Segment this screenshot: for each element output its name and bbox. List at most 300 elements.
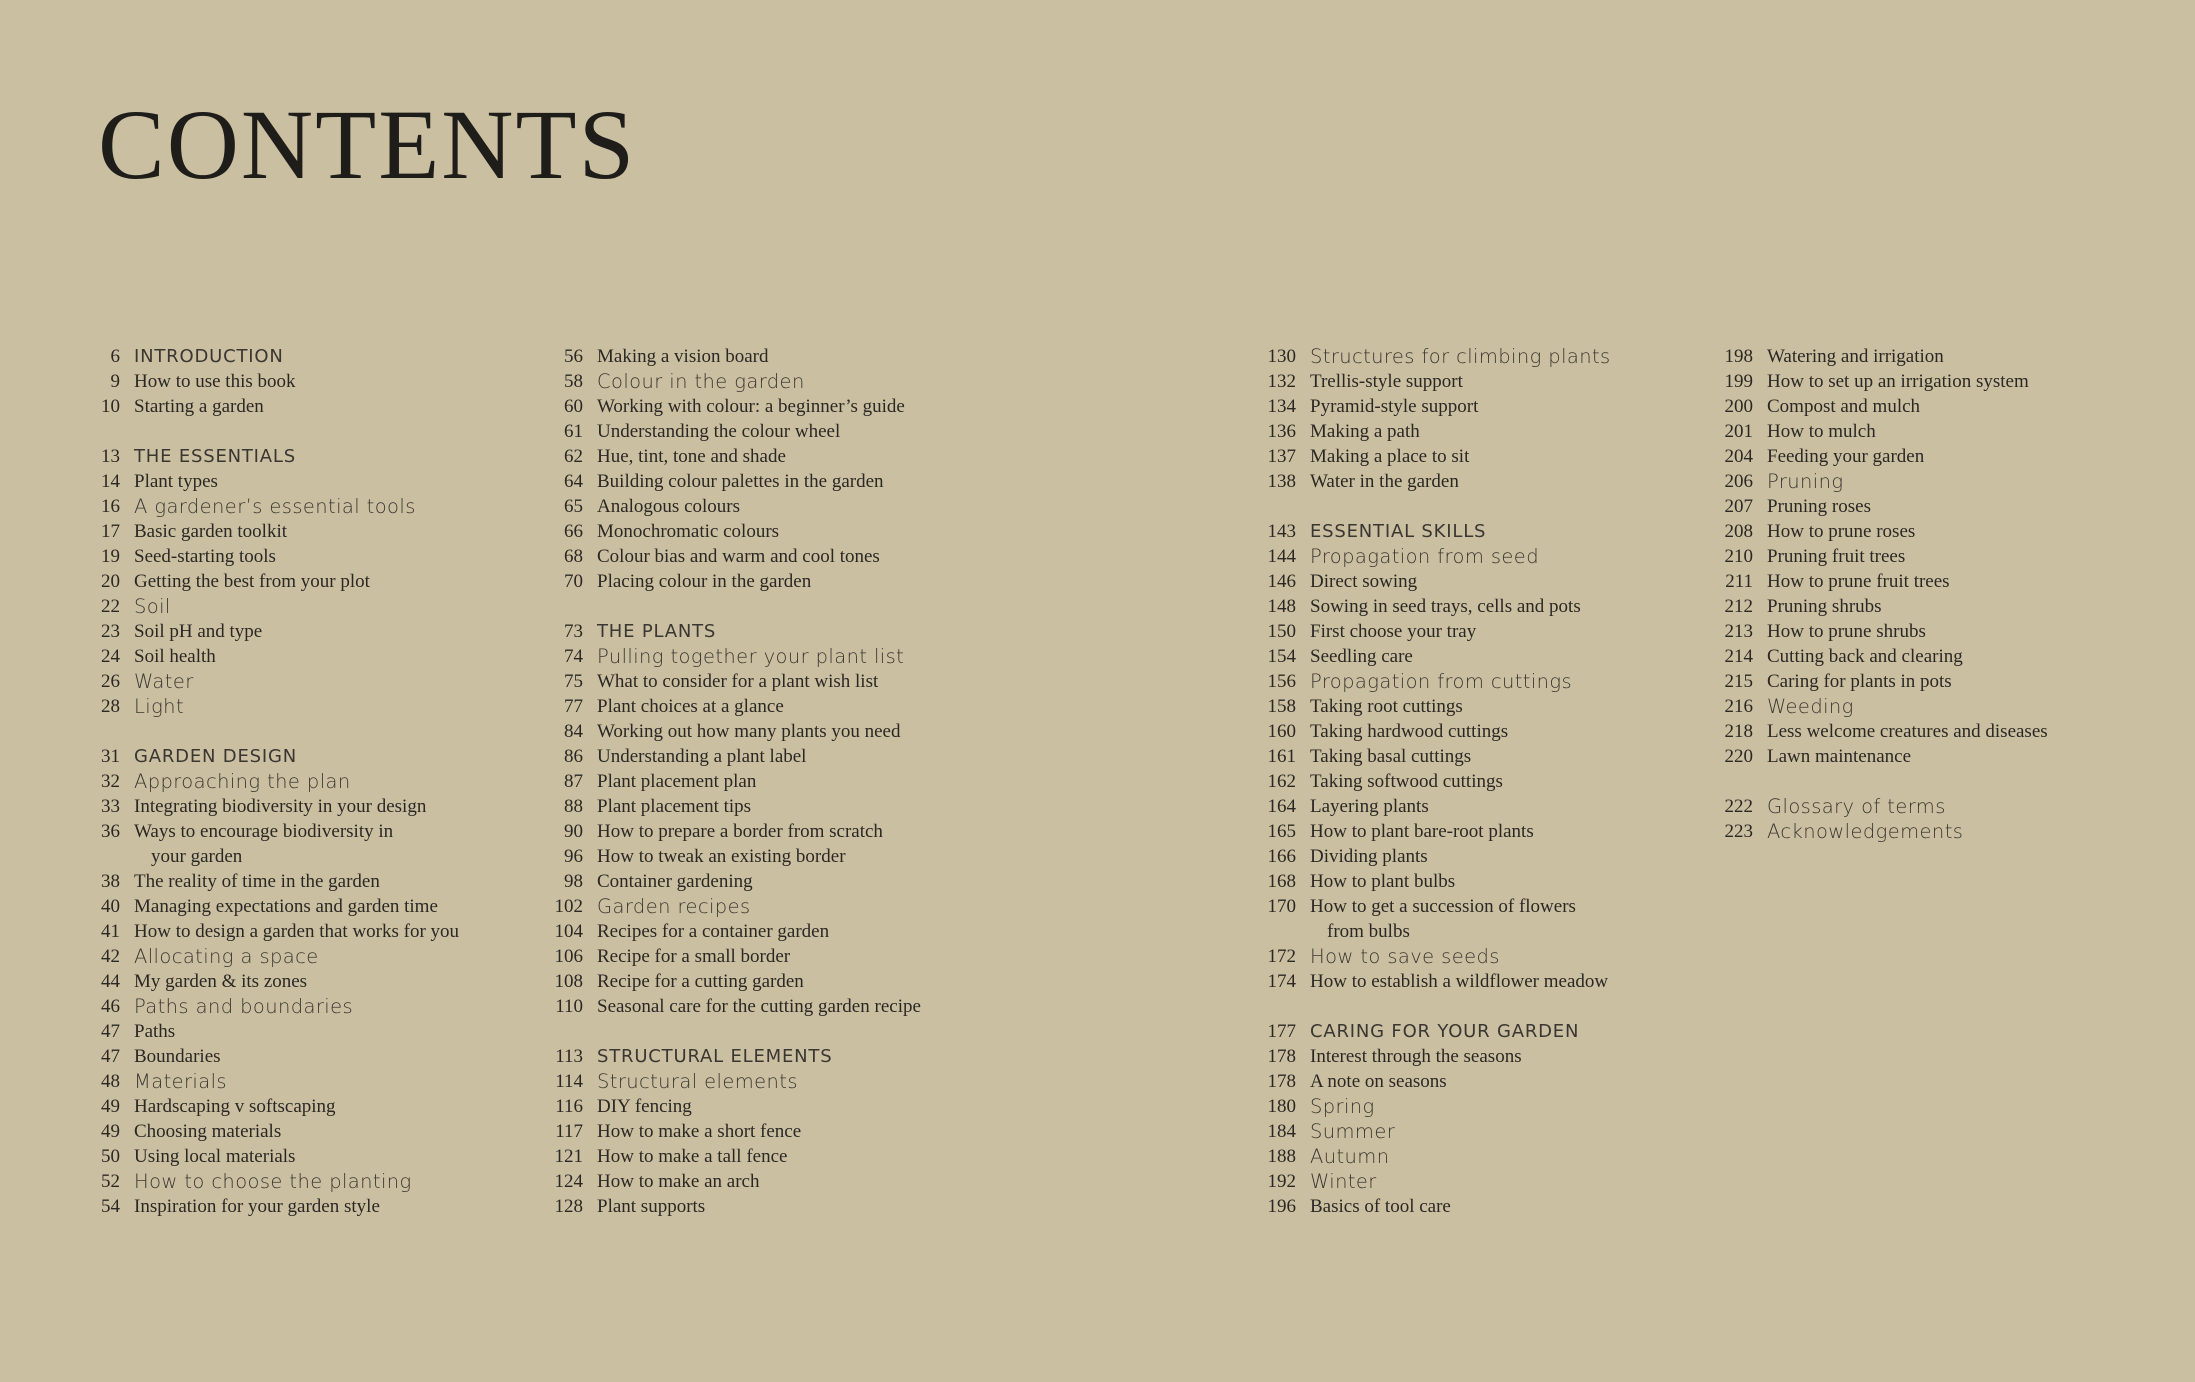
toc-entry <box>1260 1044 1611 1069</box>
page-number: 222 <box>1724 796 1753 817</box>
toc-entry <box>547 1119 921 1144</box>
toc-entry <box>547 369 921 394</box>
entry-title: Recipes for a container garden <box>597 921 830 942</box>
entry-title: Building colour palettes in the garden <box>597 471 884 492</box>
toc-entry <box>92 919 459 944</box>
toc-entry <box>1260 594 1611 619</box>
toc-entry <box>547 744 921 769</box>
page-number: 13 <box>101 446 120 467</box>
page-number: 207 <box>1724 496 1753 517</box>
page-number: 200 <box>1724 396 1753 417</box>
entry-title: Pruning <box>1767 470 1844 493</box>
toc-entry <box>1260 794 1611 819</box>
page-number: 201 <box>1724 421 1753 442</box>
toc-entry <box>547 819 921 844</box>
entry-title: My garden & its zones <box>134 971 308 992</box>
page-number: 192 <box>1267 1171 1296 1192</box>
toc-entry <box>1260 669 1611 694</box>
toc-entry <box>1717 344 2048 369</box>
toc-entry <box>92 1094 459 1119</box>
toc-entry <box>547 694 921 719</box>
entry-title: How to establish a wildflower meadow <box>1310 971 1609 992</box>
entry-title: STRUCTURAL ELEMENTS <box>597 1046 833 1067</box>
toc-entry <box>92 794 459 819</box>
page-number: 62 <box>564 446 583 467</box>
toc-entry <box>1717 819 2048 844</box>
page-number: 54 <box>101 1196 120 1217</box>
page-number: 41 <box>101 921 120 942</box>
page-number: 44 <box>101 971 120 992</box>
entry-title: Seedling care <box>1310 646 1413 667</box>
toc-entry <box>547 769 921 794</box>
entry-title: A note on seasons <box>1310 1071 1447 1092</box>
page-number: 180 <box>1267 1096 1296 1117</box>
toc-entry <box>92 894 459 919</box>
page-number: 138 <box>1267 471 1296 492</box>
entry-title: How to make a short fence <box>597 1121 802 1142</box>
toc-entry <box>1260 1144 1611 1169</box>
entry-title: Plant types <box>134 471 218 492</box>
toc-section-heading <box>92 744 459 769</box>
entry-title: Glossary of terms <box>1767 795 1946 818</box>
page-number: 160 <box>1267 721 1296 742</box>
toc-entry <box>1717 519 2048 544</box>
page-title: CONTENTS <box>98 89 637 200</box>
entry-title: Using local materials <box>134 1146 296 1167</box>
page-number: 136 <box>1267 421 1296 442</box>
toc-entry <box>92 1044 459 1069</box>
entry-title: INTRODUCTION <box>134 346 284 367</box>
page-number: 137 <box>1267 446 1296 467</box>
page-number: 47 <box>101 1021 120 1042</box>
entry-title-continued: from bulbs <box>1327 921 1410 942</box>
entry-title: Colour in the garden <box>597 370 805 393</box>
page-number: 102 <box>554 896 583 917</box>
entry-title: Garden recipes <box>597 895 751 918</box>
entry-title: Feeding your garden <box>1767 446 1925 467</box>
toc-entry <box>92 1019 459 1044</box>
page-number: 124 <box>554 1171 583 1192</box>
page-number: 106 <box>554 946 583 967</box>
entry-title: Autumn <box>1310 1145 1390 1168</box>
page-number: 216 <box>1724 696 1753 717</box>
entry-title: Compost and mulch <box>1767 396 1921 417</box>
page-number: 166 <box>1267 846 1296 867</box>
entry-title: Ways to encourage biodiversity in <box>134 821 394 842</box>
toc-entry <box>1717 794 2048 819</box>
page-number: 158 <box>1267 696 1296 717</box>
toc-entry <box>92 819 459 869</box>
entry-title: Plant placement tips <box>597 796 752 817</box>
page-number: 48 <box>101 1071 120 1092</box>
entry-title: Caring for plants in pots <box>1767 671 1952 692</box>
page-number: 148 <box>1267 596 1296 617</box>
page-number: 6 <box>110 346 120 367</box>
toc-entry <box>92 769 459 794</box>
page-number: 61 <box>564 421 583 442</box>
entry-title: Understanding the colour wheel <box>597 421 841 442</box>
entry-title: Watering and irrigation <box>1767 346 1944 367</box>
entry-title: Propagation from seed <box>1310 545 1539 568</box>
page-number: 40 <box>101 896 120 917</box>
page-number: 134 <box>1267 396 1296 417</box>
entry-title: Propagation from cuttings <box>1310 670 1573 693</box>
toc-entry <box>1260 419 1611 444</box>
page-number: 178 <box>1267 1071 1296 1092</box>
page-number: 108 <box>554 971 583 992</box>
page-number: 56 <box>564 346 583 367</box>
toc-entry <box>1260 744 1611 769</box>
entry-title: How to save seeds <box>1310 945 1500 968</box>
page-number: 146 <box>1267 571 1296 592</box>
page-number: 212 <box>1724 596 1753 617</box>
page-number: 36 <box>101 821 120 842</box>
entry-title: How to make a tall fence <box>597 1146 788 1167</box>
page-number: 177 <box>1267 1021 1296 1042</box>
toc-entry <box>1717 469 2048 494</box>
entry-title: Soil pH and type <box>134 621 263 642</box>
toc-entry <box>1260 819 1611 844</box>
entry-title: GARDEN DESIGN <box>134 746 297 767</box>
page-number: 116 <box>555 1096 583 1117</box>
toc-section-heading <box>1260 1019 1611 1044</box>
toc-entry <box>547 894 921 919</box>
toc-entry <box>1260 644 1611 669</box>
entry-title: How to plant bulbs <box>1310 871 1456 892</box>
toc-entry <box>547 519 921 544</box>
page-number: 84 <box>564 721 583 742</box>
toc-entry <box>547 1169 921 1194</box>
page-number: 49 <box>101 1121 120 1142</box>
page-number: 52 <box>101 1171 120 1192</box>
toc-section-heading <box>92 444 459 469</box>
entry-title: How to mulch <box>1767 421 1876 442</box>
page-number: 10 <box>101 396 120 417</box>
page-number: 86 <box>564 746 583 767</box>
page-number: 16 <box>101 496 120 517</box>
toc-entry <box>1260 894 1611 944</box>
toc-entry <box>547 394 921 419</box>
entry-title: Placing colour in the garden <box>597 571 812 592</box>
toc-entry <box>1717 419 2048 444</box>
toc-entry <box>92 1194 459 1219</box>
entry-title: Integrating biodiversity in your design <box>134 796 427 817</box>
toc-entry <box>92 694 459 719</box>
entry-title: The reality of time in the garden <box>134 871 380 892</box>
page-number: 211 <box>1725 571 1753 592</box>
entry-title: How to set up an irrigation system <box>1767 371 2029 392</box>
toc-entry <box>1717 494 2048 519</box>
entry-title: How to design a garden that works for you <box>134 921 460 942</box>
toc-entry <box>547 344 921 369</box>
entry-title: Soil health <box>134 646 216 667</box>
toc-entry <box>92 994 459 1019</box>
toc-entry <box>547 1069 921 1094</box>
toc-entry <box>1260 969 1611 994</box>
entry-title: Taking hardwood cuttings <box>1310 721 1509 742</box>
entry-title: Taking softwood cuttings <box>1310 771 1503 792</box>
entry-title: Summer <box>1310 1120 1396 1143</box>
entry-title: Plant placement plan <box>597 771 757 792</box>
page-number: 220 <box>1724 746 1753 767</box>
toc-entry <box>92 1069 459 1094</box>
toc-entry <box>1717 569 2048 594</box>
entry-title: THE ESSENTIALS <box>134 446 296 467</box>
toc-entry <box>547 1144 921 1169</box>
toc-entry <box>92 644 459 669</box>
page-number: 98 <box>564 871 583 892</box>
toc-entry <box>547 794 921 819</box>
entry-title: Cutting back and clearing <box>1767 646 1963 667</box>
toc-entry <box>92 1169 459 1194</box>
entry-title: How to make an arch <box>597 1171 760 1192</box>
toc-entry <box>92 969 459 994</box>
page-number: 162 <box>1267 771 1296 792</box>
page-number: 70 <box>564 571 583 592</box>
page-number: 75 <box>564 671 583 692</box>
page-number: 206 <box>1724 471 1753 492</box>
toc-entry <box>1260 569 1611 594</box>
page-number: 66 <box>564 521 583 542</box>
page-number: 215 <box>1724 671 1753 692</box>
toc-entry <box>92 369 459 394</box>
entry-title: Plant choices at a glance <box>597 696 784 717</box>
entry-title: CARING FOR YOUR GARDEN <box>1310 1021 1580 1042</box>
page-number: 218 <box>1724 721 1753 742</box>
toc-entry <box>547 719 921 744</box>
page-number: 143 <box>1267 521 1296 542</box>
page-number: 64 <box>564 471 583 492</box>
page-number: 117 <box>555 1121 583 1142</box>
page-number: 213 <box>1724 621 1753 642</box>
toc-entry <box>1260 694 1611 719</box>
page-number: 42 <box>101 946 120 967</box>
toc-entry <box>547 844 921 869</box>
page-number: 214 <box>1724 646 1753 667</box>
toc-entry <box>1717 744 2048 769</box>
entry-title: Weeding <box>1767 695 1854 718</box>
entry-title: Colour bias and warm and cool tones <box>597 546 880 567</box>
page-number: 113 <box>555 1046 583 1067</box>
entry-title: Recipe for a small border <box>597 946 791 967</box>
entry-title: Hue, tint, tone and shade <box>597 446 786 467</box>
entry-title: Hardscaping v softscaping <box>134 1096 336 1117</box>
entry-title: Light <box>134 695 184 718</box>
entry-title: Allocating a space <box>134 945 319 968</box>
toc-section-heading <box>1260 519 1611 544</box>
toc-entry <box>547 869 921 894</box>
toc-entry <box>1260 769 1611 794</box>
page-number: 172 <box>1267 946 1296 967</box>
entry-title: Basic garden toolkit <box>134 521 288 542</box>
toc-entry <box>92 494 459 519</box>
page-number: 104 <box>554 921 583 942</box>
entry-title: How to get a succession of flowers <box>1310 896 1576 917</box>
toc-entry <box>1717 444 2048 469</box>
page-number: 128 <box>554 1196 583 1217</box>
toc-entry <box>1260 394 1611 419</box>
page-number: 114 <box>555 1071 583 1092</box>
toc-entry <box>1717 394 2048 419</box>
toc-entry <box>92 944 459 969</box>
toc-entry <box>547 569 921 594</box>
toc-column-3 <box>1260 344 1611 1219</box>
page-number: 74 <box>564 646 583 667</box>
entry-title: How to use this book <box>134 371 296 392</box>
page-number: 33 <box>101 796 120 817</box>
page-number: 96 <box>564 846 583 867</box>
page-number: 188 <box>1267 1146 1296 1167</box>
entry-title: Analogous colours <box>597 496 741 517</box>
page-number: 223 <box>1724 821 1753 842</box>
page-number: 9 <box>110 371 120 392</box>
entry-title: Plant supports <box>597 1196 706 1217</box>
page-number: 178 <box>1267 1046 1296 1067</box>
toc-entry <box>1260 1119 1611 1144</box>
entry-title: Approaching the plan <box>134 770 351 793</box>
toc-section-heading <box>547 1044 921 1069</box>
entry-title: Taking root cuttings <box>1310 696 1463 717</box>
page-number: 164 <box>1267 796 1296 817</box>
page-number: 60 <box>564 396 583 417</box>
toc-entry <box>547 494 921 519</box>
entry-title: Water <box>134 670 194 693</box>
toc-entry <box>547 919 921 944</box>
entry-title: Lawn maintenance <box>1767 746 1912 767</box>
entry-title: A gardener’s essential tools <box>134 495 416 518</box>
page-number: 31 <box>101 746 120 767</box>
toc-entry <box>92 469 459 494</box>
toc-entry <box>547 544 921 569</box>
toc-entry <box>92 394 459 419</box>
entry-title: Winter <box>1310 1170 1377 1193</box>
entry-title: Working with colour: a beginner’s guide <box>597 396 905 417</box>
page-number: 58 <box>564 371 583 392</box>
entry-title: How to prune shrubs <box>1767 621 1926 642</box>
toc-entry <box>547 444 921 469</box>
page-number: 20 <box>101 571 120 592</box>
toc-entry <box>1717 619 2048 644</box>
entry-title: Recipe for a cutting garden <box>597 971 804 992</box>
toc-entry <box>1260 369 1611 394</box>
page-number: 144 <box>1267 546 1296 567</box>
page-number: 47 <box>101 1046 120 1067</box>
toc-entry <box>1260 444 1611 469</box>
toc-entry <box>92 1144 459 1169</box>
toc-entry <box>92 569 459 594</box>
entry-title: Sowing in seed trays, cells and pots <box>1310 596 1581 617</box>
toc-column-2 <box>547 344 921 1219</box>
toc-entry <box>1260 544 1611 569</box>
page-number: 210 <box>1724 546 1753 567</box>
toc-entry <box>1717 369 2048 394</box>
page-number: 87 <box>564 771 583 792</box>
page-number: 26 <box>101 671 120 692</box>
entry-title: Pruning roses <box>1767 496 1871 517</box>
entry-title: Trellis-style support <box>1310 371 1463 392</box>
toc-entry <box>547 644 921 669</box>
entry-title: Less welcome creatures and diseases <box>1767 721 2048 742</box>
page-number: 22 <box>101 596 120 617</box>
entry-title: How to tweak an existing border <box>597 846 846 867</box>
toc-entry <box>92 619 459 644</box>
entry-title: Seasonal care for the cutting garden recipe <box>597 996 921 1017</box>
toc-entry <box>547 469 921 494</box>
toc-entry <box>1717 719 2048 744</box>
page-number: 132 <box>1267 371 1296 392</box>
page-number: 168 <box>1267 871 1296 892</box>
page-number: 110 <box>555 996 583 1017</box>
entry-title: Seed-starting tools <box>134 546 276 567</box>
toc-entry <box>547 944 921 969</box>
entry-title: Direct sowing <box>1310 571 1418 592</box>
toc-entry <box>547 1194 921 1219</box>
page-number: 121 <box>554 1146 583 1167</box>
toc-entry <box>1260 719 1611 744</box>
entry-title: ESSENTIAL SKILLS <box>1310 521 1487 542</box>
page-number: 68 <box>564 546 583 567</box>
entry-title: Inspiration for your garden style <box>134 1196 380 1217</box>
toc-entry <box>1717 544 2048 569</box>
toc-entry <box>1717 644 2048 669</box>
entry-title: Materials <box>134 1070 227 1093</box>
toc-entry <box>547 669 921 694</box>
page-number: 50 <box>101 1146 120 1167</box>
page-number: 208 <box>1724 521 1753 542</box>
toc-entry <box>1717 669 2048 694</box>
toc-column-4 <box>1717 344 2048 844</box>
page-number: 170 <box>1267 896 1296 917</box>
page-number: 161 <box>1267 746 1296 767</box>
page-number: 28 <box>101 696 120 717</box>
entry-title: Container gardening <box>597 871 753 892</box>
entry-title: What to consider for a plant wish list <box>597 671 879 692</box>
entry-title: Paths <box>134 1021 176 1042</box>
toc-entry <box>547 419 921 444</box>
entry-title: Making a vision board <box>597 346 769 367</box>
entry-title: Pruning shrubs <box>1767 596 1882 617</box>
entry-title: Pruning fruit trees <box>1767 546 1906 567</box>
toc-entry <box>1260 1094 1611 1119</box>
toc-entry <box>92 519 459 544</box>
entry-title-continued: your garden <box>151 846 243 867</box>
entry-title: Structures for climbing plants <box>1310 345 1611 368</box>
entry-title: Monochromatic colours <box>597 521 780 542</box>
toc-entry <box>547 1094 921 1119</box>
toc-entry <box>1260 469 1611 494</box>
entry-title: Understanding a plant label <box>597 746 807 767</box>
page-number: 77 <box>564 696 583 717</box>
entry-title: How to prune fruit trees <box>1767 571 1950 592</box>
page-number: 174 <box>1267 971 1296 992</box>
toc-column-1 <box>92 344 459 1219</box>
entry-title: Spring <box>1310 1095 1375 1118</box>
entry-title: Pyramid-style support <box>1310 396 1479 417</box>
page-number: 156 <box>1267 671 1296 692</box>
entry-title: Layering plants <box>1310 796 1429 817</box>
entry-title: Making a path <box>1310 421 1420 442</box>
page-number: 184 <box>1267 1121 1296 1142</box>
page-number: 88 <box>564 796 583 817</box>
page-number: 14 <box>101 471 120 492</box>
entry-title: Managing expectations and garden time <box>134 896 438 917</box>
toc-entry <box>1260 1069 1611 1094</box>
toc-entry <box>92 669 459 694</box>
entry-title: DIY fencing <box>597 1096 692 1117</box>
entry-title: Structural elements <box>597 1070 798 1093</box>
page-number: 199 <box>1724 371 1753 392</box>
entry-title: THE PLANTS <box>597 621 717 642</box>
